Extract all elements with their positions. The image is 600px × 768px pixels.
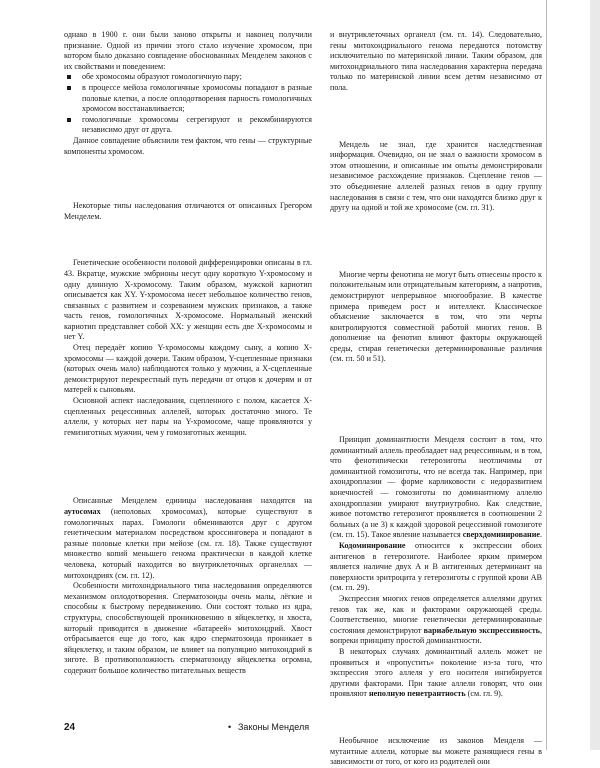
bold-term: Кодоминирование	[339, 541, 406, 550]
running-title: Законы Менделя	[238, 722, 310, 732]
left-column	[64, 30, 312, 677]
paragraph: Основной аспект наследования, сцепленного с полом, касается X-сцепленных рецессивных аллелей, которых достаточно много. Те аллели, у которых нет пары на Y-хромосоме, чаще проявляются у гемизиготных мужчин, чем у гомозиготных женщин.	[64, 396, 312, 437]
intro-paragraph: однако в 1900 г. они были заново открыты и наконец получили признание. Одной из причин этого стало изучение хромосом, при котором было доказано совпадение обоснованных Менделем законов с их свойствами и поведением:	[64, 30, 312, 71]
bold-term: неполную пенетрантность	[368, 689, 466, 699]
page-fold-line	[546, 0, 547, 750]
paragraph: Мендель не знал, где хранится наследственная информация. Очевидно, он не знал о важности хромосом в этом отношении, и описанные им опыты демонстрировали независимое расхождение признаков. Сцепление генов — это объединение аллелей разных генов в одну группу наследования в связи с тем, что они находятся близко друг к другу на одной и той же хромосоме (см. гл. 31).	[330, 139, 542, 213]
gap	[330, 214, 542, 270]
gap	[64, 222, 312, 258]
bold-term: сверхдоминирование	[462, 530, 540, 540]
bold-term: вариабельную экспрессивность	[423, 625, 540, 635]
text: Описанные Менделем единицы наследования находятся на	[73, 496, 312, 506]
gap	[330, 365, 542, 435]
text: В некоторых случаях доминантный аллель может не проявиться и «пропустить» поколение из-за того, что экспрессия этого аллеля у его носителя ингибируется другими факторами. При такие аллели говорят, что они проявляют	[330, 646, 542, 699]
text: (см. гл. 9).	[467, 689, 503, 699]
gap	[330, 94, 542, 140]
paragraph: Генетические особенности половой дифференцировки описаны в гл. 43. Вкратце, мужские эмбрионы несут одну короткую Y-хромосому и одну длинную X-хромосому. Таким образом, мужской кариотип описывается как XY. Y-хромосома несет небольшое количество генов, связанных с развитием и созреванием мужских признаков, а также часть генов, гомологичных X-хромосоме. Нормальный женский кариотип представляет собой XX: у женщин есть две X-хромосомы и нет Y.	[64, 258, 312, 342]
list-item: обе хромосомы образуют гомологичную пару;	[64, 72, 312, 83]
right-column	[330, 30, 542, 768]
footer-bullet: •	[228, 722, 232, 732]
page-number: 24	[64, 722, 76, 733]
bullet-list	[64, 72, 312, 136]
text: (неполовых хромосомах), которые существуют в гомологичных парах. Гомологи обмениваются друг с другом генетическим материалом посредством кроссинговера и попадают в разные половые клетки при мейозе (см. гл. 18). Также существуют множество копий меньшего генома практически в каждой клетке человека, который находится во внутриклеточных органеллах — митохондриях (см. гл. 12).	[64, 507, 312, 580]
list-item: в процессе мейоза гомологичные хромосомы попадают в разные половые клетки, а после оплодотворения парность гомологичных хромосом восстанавливается;	[64, 83, 312, 115]
paragraph: Особенности митохондриального типа наследования определяются механизмом оплодотворения. Сперматозоиды очень малы, лёгкие и способны к быстрому передвижению. Они состоят только из ядра, структуры, способствующей проникновению в яйцеклетку, и хвоста, который приводится в движение «батареей» митохондрий. Хвост отбрасывается еще до того, как ядро сперматозоида проникает в яйцеклетку, и таким образом, не влияет на популяцию митохондрий в зиготе. В противоположность сперматозоиду яйцеклетка огромна, содержит большое количество питательных веществ	[64, 581, 312, 675]
paragraph-expressivity	[330, 594, 542, 647]
paragraph: Необычное исключение из законов Менделя — мутантные аллели, которые вы можете разнящиеся гены в зависимости от того, от кого из родителей они	[330, 735, 542, 767]
paragraph: Отец передаёт копию Y-хромосомы каждому сыну, а копию X-хромосомы — каждой дочери. Таким образом, Y-сцепленные признаки (которых очень мало) наблюдаются только у мужчин, а X-сцепленные демонстрируют перекрестный путь передачи от отцов к дочерям и от матерей к сыновьям.	[64, 343, 312, 395]
gap	[64, 157, 312, 201]
text: Принцип доминантности Менделя состоит в том, что доминантный аллель преобладает над рецессивным, и в том, что фенотипически гетерозиготы неотличимы от доминантной гомозиготы, что не всегда так. Например, при ахондроплазии — форме карликовости с недоразвитием конечностей — гомозиготы по доминантному аллелю ахондроплазии умирают внутриутробно. Как следствие, живое потомство гетерозигот проявляется в соотношении 2 больных (а не 3) к каждой здоровой рецессивной гомозиготе (см. гл. 15). Такое явление называется	[330, 435, 542, 540]
paragraph-penetrance	[330, 647, 542, 700]
text: относится к экспрессии обоих антигенов в гетерозиготе. Наиболее ярким примером является наличие двух A и B антигенных детерминант на поверхности эритроцита у гетерозиготы с группой крови AB (см. гл. 29).	[330, 541, 543, 593]
paragraph-inheritance-types: Некоторые типы наследования отличаются от описанных Грегором Менделем.	[64, 201, 312, 221]
page-edge-shadow	[590, 0, 600, 750]
paragraph-autosomes	[64, 496, 312, 581]
paragraph: Данное совпадение объяснили тем фактом, что гены — структурные компоненты хромосом.	[64, 135, 312, 156]
gap	[330, 700, 542, 736]
paragraph: Многие черты фенотипа не могут быть отнесены просто к положительным или отрицательным категориям, а напротив, демонстрируют непрерывное многообразие. В качестве примера приведем рост и интеллект. Классическое объяснение заключается в том, что эти черты контролируются совместной работой многих генов. В дополнение на фенотип влияют факторы окружающей среды, стирая генетически детерминированные различия (см. гл. 50 и 51).	[330, 269, 542, 364]
list-item: гомологичные хромосомы сегрегируют и рекомбинируются независимо друг от друга.	[64, 115, 312, 136]
paragraph-codominance	[330, 541, 542, 594]
paragraph: и внутриклеточных органелл (см. гл. 14). Следовательно, гены митохондриального генома передаются потомству исключительно по материнской линии. Таким образом, для митохондриального типа наследования характерна передача только по материнской линии всем детям независимо от пола.	[330, 30, 542, 92]
bold-term: аутосомах	[64, 507, 101, 516]
text: , вопреки принципу простой доминантности.	[330, 625, 542, 646]
text: Экспрессия многих генов определяется аллелями других генов так же, как и факторами окружающей среды. Соответственно, многие генетически детерминированные состояния демонстрируют	[330, 593, 542, 635]
gap	[64, 438, 312, 496]
paragraph-dominance: Принцип доминантности Менделя состоит в том, что доминантный аллель преобладает над рецессивным, и в том, что фенотипически гетерозиготы неотличимы от доминантной гомозиготы, что не всегда так. Например, при ахондроплазии — форме карликовости с недоразвитием конечностей — гомозиготы по доминантному аллелю ахондроплазии умирают внутриутробно. Как следствие, живое потомство гетерозигот проявляется в соотношении 2 больных (а не 3) к каждой здоровой рецессивной гомозиготе (см. гл. 15). Такое явление называется сверхдоминирование.	[330, 435, 543, 540]
